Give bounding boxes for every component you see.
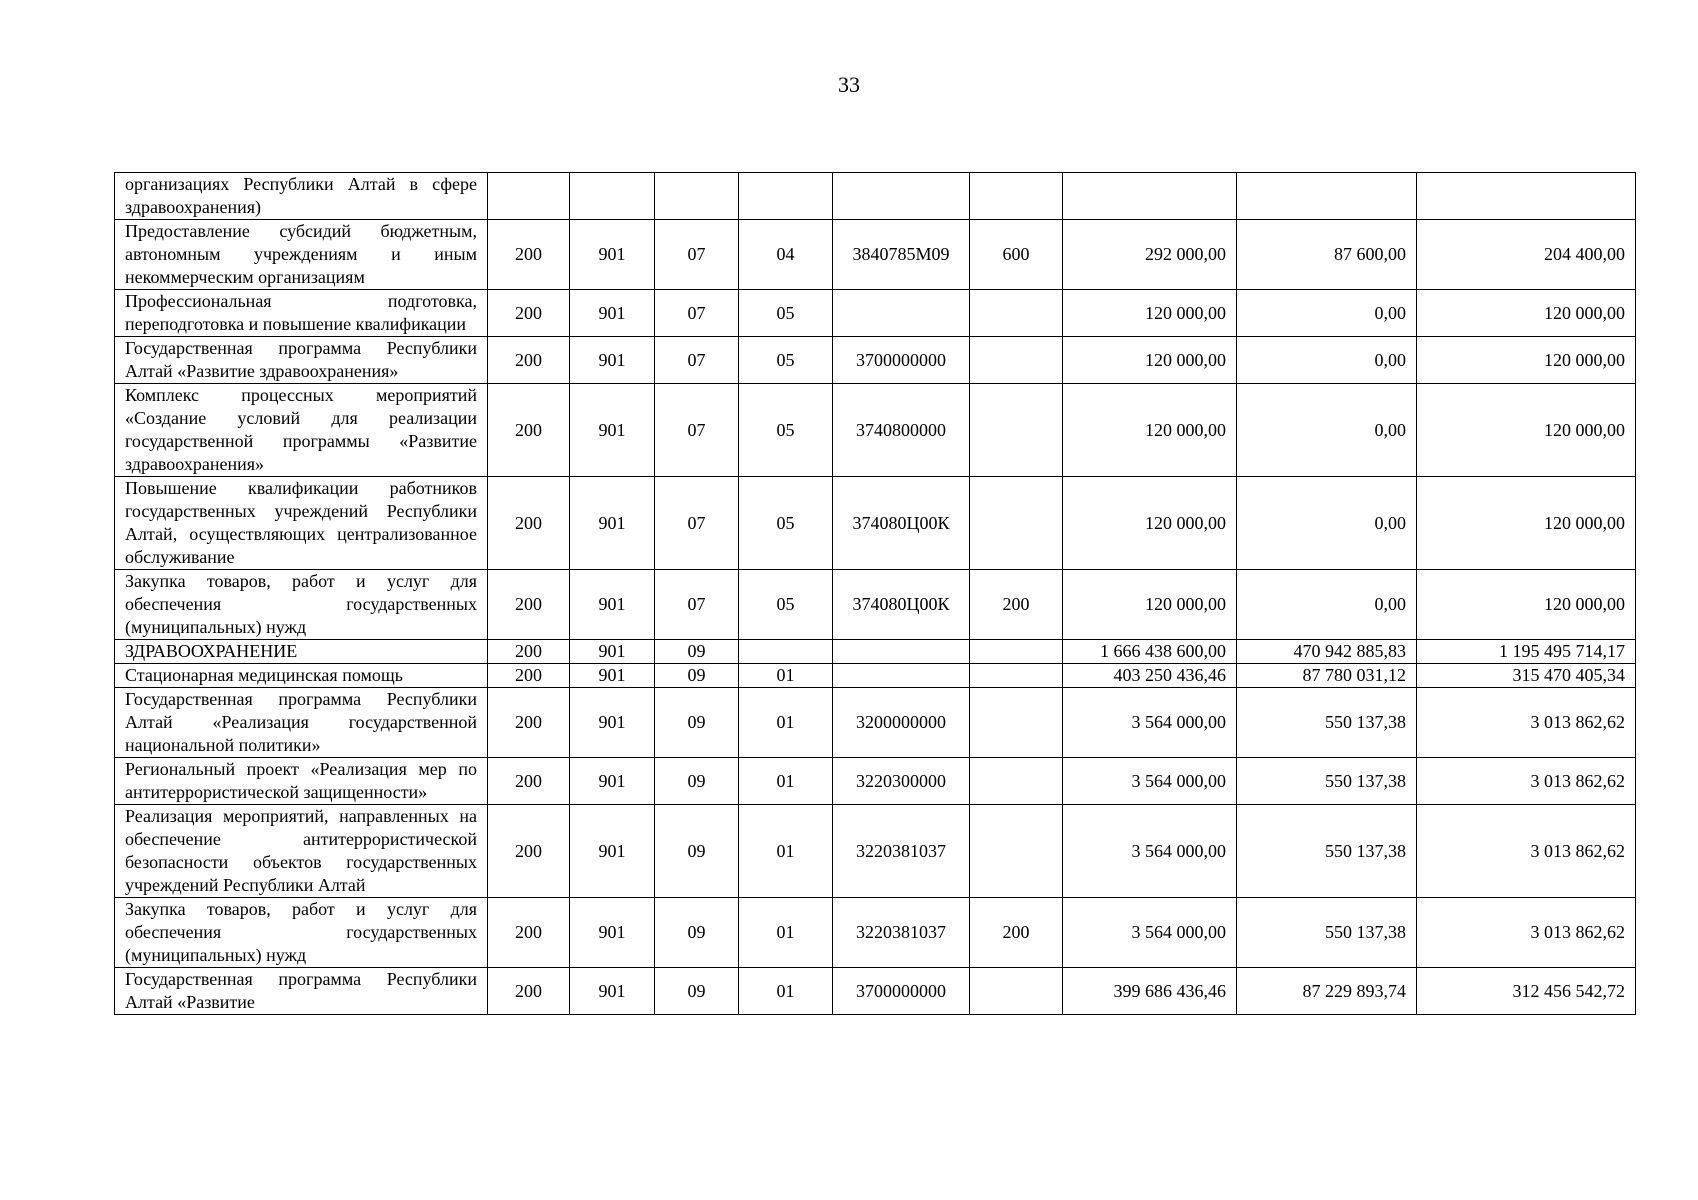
- cell-amount-remaining: 120 000,00: [1417, 477, 1636, 570]
- cell-amount-planned: 3 564 000,00: [1063, 805, 1237, 898]
- cell-amount-planned: 120 000,00: [1063, 337, 1237, 384]
- cell-ministry-code: 901: [570, 805, 655, 898]
- cell-expense-type: [970, 290, 1063, 337]
- cell-expense-type: 200: [970, 898, 1063, 968]
- cell-amount-executed: 87 780 031,12: [1237, 664, 1417, 688]
- row-name: ЗДРАВООХРАНЕНИЕ: [115, 640, 488, 664]
- cell-target-article: 3700000000: [833, 337, 970, 384]
- budget-table: [114, 172, 1636, 1015]
- cell-amount-executed: 87 229 893,74: [1237, 968, 1417, 1015]
- table-row: [115, 688, 1636, 758]
- cell-ministry-code: 901: [570, 640, 655, 664]
- cell-amount-remaining: 3 013 862,62: [1417, 805, 1636, 898]
- table-row: [115, 640, 1636, 664]
- cell-amount-executed: 550 137,38: [1237, 805, 1417, 898]
- cell-subsection: [739, 173, 833, 220]
- cell-ministry-code: 901: [570, 664, 655, 688]
- table-row: [115, 337, 1636, 384]
- cell-glava: 200: [488, 664, 570, 688]
- cell-expense-type: [970, 664, 1063, 688]
- cell-amount-planned: 3 564 000,00: [1063, 898, 1237, 968]
- cell-expense-type: [970, 640, 1063, 664]
- row-name: Профессиональная подготовка, переподготовка и повышение квалификации: [115, 290, 488, 337]
- cell-glava: [488, 173, 570, 220]
- cell-subsection: 04: [739, 220, 833, 290]
- cell-section: 07: [655, 570, 739, 640]
- cell-amount-executed: 0,00: [1237, 290, 1417, 337]
- cell-amount-executed: 0,00: [1237, 337, 1417, 384]
- cell-section: 07: [655, 477, 739, 570]
- cell-subsection: 05: [739, 290, 833, 337]
- cell-section: 09: [655, 640, 739, 664]
- cell-section: 09: [655, 664, 739, 688]
- cell-ministry-code: 901: [570, 384, 655, 477]
- table-row: [115, 758, 1636, 805]
- table-row: [115, 477, 1636, 570]
- cell-glava: 200: [488, 384, 570, 477]
- cell-glava: 200: [488, 968, 570, 1015]
- row-name: Закупка товаров, работ и услуг для обеспечения государственных (муниципальных) нужд: [115, 898, 488, 968]
- cell-section: 09: [655, 758, 739, 805]
- cell-glava: 200: [488, 688, 570, 758]
- row-name: Государственная программа Республики Алтай «Реализация государственной национальной политики»: [115, 688, 488, 758]
- cell-amount-executed: 0,00: [1237, 477, 1417, 570]
- cell-amount-planned: 1 666 438 600,00: [1063, 640, 1237, 664]
- cell-glava: 200: [488, 898, 570, 968]
- row-name: Предоставление субсидий бюджетным, автономным учреждениям и иным некоммерческим организациям: [115, 220, 488, 290]
- cell-amount-remaining: 204 400,00: [1417, 220, 1636, 290]
- cell-expense-type: [970, 968, 1063, 1015]
- cell-section: 07: [655, 384, 739, 477]
- cell-amount-planned: [1063, 173, 1237, 220]
- cell-ministry-code: 901: [570, 477, 655, 570]
- cell-amount-remaining: 120 000,00: [1417, 384, 1636, 477]
- cell-amount-planned: 3 564 000,00: [1063, 688, 1237, 758]
- cell-target-article: [833, 290, 970, 337]
- cell-target-article: [833, 640, 970, 664]
- cell-target-article: [833, 173, 970, 220]
- row-name: Реализация мероприятий, направленных на обеспечение антитеррористической безопасности объектов государственных учреждений Республики Алтай: [115, 805, 488, 898]
- cell-glava: 200: [488, 220, 570, 290]
- cell-amount-remaining: 3 013 862,62: [1417, 898, 1636, 968]
- cell-ministry-code: [570, 173, 655, 220]
- cell-amount-planned: 292 000,00: [1063, 220, 1237, 290]
- cell-expense-type: [970, 173, 1063, 220]
- cell-amount-remaining: 120 000,00: [1417, 337, 1636, 384]
- cell-amount-planned: 120 000,00: [1063, 384, 1237, 477]
- cell-ministry-code: 901: [570, 290, 655, 337]
- cell-target-article: 3700000000: [833, 968, 970, 1015]
- cell-ministry-code: 901: [570, 758, 655, 805]
- cell-amount-remaining: 1 195 495 714,17: [1417, 640, 1636, 664]
- cell-section: 07: [655, 337, 739, 384]
- cell-expense-type: 600: [970, 220, 1063, 290]
- cell-section: 09: [655, 898, 739, 968]
- cell-glava: 200: [488, 570, 570, 640]
- cell-target-article: 3220381037: [833, 805, 970, 898]
- cell-amount-executed: 550 137,38: [1237, 758, 1417, 805]
- cell-target-article: [833, 664, 970, 688]
- table-row: [115, 805, 1636, 898]
- cell-ministry-code: 901: [570, 570, 655, 640]
- cell-expense-type: 200: [970, 570, 1063, 640]
- cell-amount-planned: 399 686 436,46: [1063, 968, 1237, 1015]
- cell-section: [655, 173, 739, 220]
- cell-amount-remaining: 3 013 862,62: [1417, 758, 1636, 805]
- table-row: [115, 220, 1636, 290]
- cell-target-article: 374080Ц00К: [833, 477, 970, 570]
- cell-subsection: 01: [739, 968, 833, 1015]
- cell-amount-executed: 0,00: [1237, 384, 1417, 477]
- cell-amount-remaining: 3 013 862,62: [1417, 688, 1636, 758]
- cell-glava: 200: [488, 337, 570, 384]
- cell-subsection: 05: [739, 384, 833, 477]
- cell-amount-executed: [1237, 173, 1417, 220]
- cell-expense-type: [970, 688, 1063, 758]
- cell-glava: 200: [488, 640, 570, 664]
- cell-amount-remaining: [1417, 173, 1636, 220]
- cell-amount-remaining: 120 000,00: [1417, 570, 1636, 640]
- cell-subsection: 05: [739, 570, 833, 640]
- cell-amount-planned: 120 000,00: [1063, 477, 1237, 570]
- cell-amount-remaining: 120 000,00: [1417, 290, 1636, 337]
- cell-expense-type: [970, 758, 1063, 805]
- table-row: [115, 384, 1636, 477]
- cell-subsection: 01: [739, 805, 833, 898]
- page-number: 33: [838, 72, 860, 97]
- cell-section: 09: [655, 688, 739, 758]
- cell-section: 09: [655, 968, 739, 1015]
- cell-target-article: 3220381037: [833, 898, 970, 968]
- cell-amount-executed: 87 600,00: [1237, 220, 1417, 290]
- cell-target-article: 3840785М09: [833, 220, 970, 290]
- cell-subsection: 01: [739, 688, 833, 758]
- cell-glava: 200: [488, 290, 570, 337]
- cell-section: 07: [655, 290, 739, 337]
- cell-glava: 200: [488, 477, 570, 570]
- cell-expense-type: [970, 477, 1063, 570]
- cell-amount-planned: 120 000,00: [1063, 570, 1237, 640]
- cell-glava: 200: [488, 805, 570, 898]
- table-row: [115, 570, 1636, 640]
- cell-target-article: 374080Ц00К: [833, 570, 970, 640]
- cell-subsection: 01: [739, 758, 833, 805]
- cell-subsection: 05: [739, 337, 833, 384]
- cell-amount-planned: 403 250 436,46: [1063, 664, 1237, 688]
- table-row: [115, 898, 1636, 968]
- cell-target-article: 3200000000: [833, 688, 970, 758]
- cell-section: 07: [655, 220, 739, 290]
- row-name: Региональный проект «Реализация мер по антитеррористической защищенности»: [115, 758, 488, 805]
- cell-amount-remaining: 315 470 405,34: [1417, 664, 1636, 688]
- cell-ministry-code: 901: [570, 688, 655, 758]
- cell-amount-executed: 0,00: [1237, 570, 1417, 640]
- cell-amount-executed: 470 942 885,83: [1237, 640, 1417, 664]
- cell-glava: 200: [488, 758, 570, 805]
- row-name: Стационарная медицинская помощь: [115, 664, 488, 688]
- table-row: [115, 290, 1636, 337]
- cell-expense-type: [970, 384, 1063, 477]
- cell-amount-planned: 120 000,00: [1063, 290, 1237, 337]
- cell-ministry-code: 901: [570, 898, 655, 968]
- cell-section: 09: [655, 805, 739, 898]
- cell-ministry-code: 901: [570, 968, 655, 1015]
- cell-subsection: 01: [739, 898, 833, 968]
- cell-amount-remaining: 312 456 542,72: [1417, 968, 1636, 1015]
- cell-amount-planned: 3 564 000,00: [1063, 758, 1237, 805]
- cell-subsection: 01: [739, 664, 833, 688]
- row-name: Государственная программа Республики Алтай «Развитие: [115, 968, 488, 1015]
- cell-ministry-code: 901: [570, 337, 655, 384]
- cell-amount-executed: 550 137,38: [1237, 898, 1417, 968]
- cell-amount-executed: 550 137,38: [1237, 688, 1417, 758]
- table-row: [115, 664, 1636, 688]
- cell-subsection: [739, 640, 833, 664]
- row-name: Повышение квалификации работников государственных учреждений Республики Алтай, осуществляющих централизованное обслуживание: [115, 477, 488, 570]
- row-name: Государственная программа Республики Алтай «Развитие здравоохранения»: [115, 337, 488, 384]
- cell-target-article: 3220300000: [833, 758, 970, 805]
- cell-ministry-code: 901: [570, 220, 655, 290]
- table-row: [115, 173, 1636, 220]
- cell-expense-type: [970, 337, 1063, 384]
- cell-subsection: 05: [739, 477, 833, 570]
- table-row: [115, 968, 1636, 1015]
- cell-target-article: 3740800000: [833, 384, 970, 477]
- cell-expense-type: [970, 805, 1063, 898]
- row-name: организациях Республики Алтай в сфере здравоохранения): [115, 173, 488, 220]
- row-name: Закупка товаров, работ и услуг для обеспечения государственных (муниципальных) нужд: [115, 570, 488, 640]
- row-name: Комплекс процессных мероприятий «Создание условий для реализации государственной программы «Развитие здравоохранения»: [115, 384, 488, 477]
